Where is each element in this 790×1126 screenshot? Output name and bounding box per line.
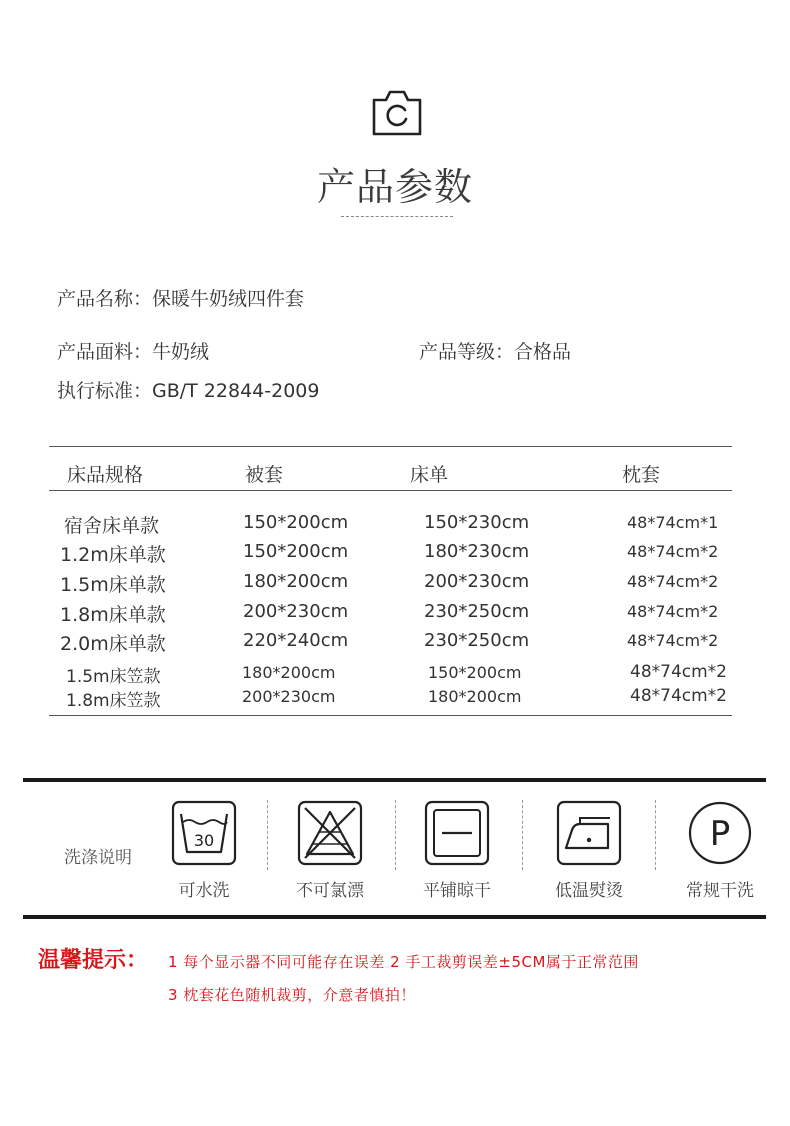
table-cell: 180*230cm [424, 541, 530, 562]
dry-flat-icon [424, 800, 490, 866]
tip-line-2: 3 枕套花色随机裁剪，介意者慎拍！ [168, 986, 416, 1004]
tip-label: 温馨提示： [38, 948, 149, 973]
wash-divider [395, 800, 396, 870]
table-cell: 150*200cm [243, 541, 349, 562]
table-header-rule [49, 490, 732, 491]
table-cell: 宿舍床单款 [64, 515, 160, 537]
table-cell: 150*200cm [243, 512, 349, 533]
table-cell: 48*74cm*2 [630, 686, 727, 706]
table-cell: 1.2m床单款 [60, 544, 166, 566]
product-standard: 执行标准：GB/T 22844-2009 [57, 380, 320, 402]
wash-label-dry-clean: 常规干洗 [686, 881, 754, 901]
tip-line-1: 1 每个显示器不同可能存在误差 2 手工裁剪误差±5CM属于正常范围 [168, 953, 639, 971]
table-cell: 48*74cm*2 [627, 572, 719, 591]
table-cell: 1.5m床单款 [60, 574, 166, 596]
header-sheet: 床单 [410, 464, 449, 486]
product-grade: 产品等级：合格品 [419, 341, 572, 363]
table-cell: 48*74cm*2 [627, 542, 719, 561]
page-title: 产品参数 [316, 165, 473, 209]
table-cell: 200*230cm [424, 571, 530, 592]
wash-label-no-bleach: 不可氯漂 [296, 881, 364, 901]
table-cell: 180*200cm [242, 663, 336, 682]
product-name: 产品名称：保暖牛奶绒四件套 [57, 288, 305, 310]
table-cell: 180*200cm [243, 571, 349, 592]
table-cell: 1.5m床笠款 [66, 667, 161, 687]
table-cell: 220*240cm [243, 630, 349, 651]
dry-clean-p-icon [687, 800, 753, 866]
table-cell: 230*250cm [424, 601, 530, 622]
table-cell: 1.8m床笠款 [66, 691, 161, 711]
wash-label-water: 可水洗 [178, 881, 230, 901]
wash-divider [522, 800, 523, 870]
wash-label-dry-flat: 平铺晾干 [423, 881, 491, 901]
table-top-rule [49, 446, 732, 447]
wash-divider [267, 800, 268, 870]
table-cell: 150*200cm [428, 663, 522, 682]
camera-icon [370, 86, 424, 138]
table-cell: 48*74cm*2 [630, 662, 727, 682]
header-pillowcase: 枕套 [622, 464, 661, 486]
product-material: 产品面料：牛奶绒 [57, 341, 210, 363]
iron-low-icon [556, 800, 622, 866]
no-bleach-icon [297, 800, 363, 866]
wash-divider [655, 800, 656, 870]
header-spec: 床品规格 [67, 464, 144, 486]
table-cell: 48*74cm*1 [627, 513, 719, 532]
table-cell: 180*200cm [428, 687, 522, 706]
table-cell: 150*230cm [424, 512, 530, 533]
dry-clean-letter: P [709, 814, 731, 854]
wash-temp-label: 30 [193, 831, 215, 850]
table-bottom-rule [49, 715, 732, 716]
table-cell: 200*230cm [243, 601, 349, 622]
header-duvet: 被套 [245, 464, 284, 486]
wash-strip-bottom-bar [23, 915, 766, 919]
wash-30-icon [171, 800, 237, 866]
wash-label-iron: 低温熨烫 [555, 881, 623, 901]
table-cell: 1.8m床单款 [60, 604, 166, 626]
table-cell: 200*230cm [242, 687, 336, 706]
table-cell: 2.0m床单款 [60, 633, 166, 655]
washing-label: 洗涤说明 [64, 848, 132, 868]
title-divider [341, 216, 453, 217]
table-cell: 230*250cm [424, 630, 530, 651]
wash-strip-top-bar [23, 778, 766, 782]
table-cell: 48*74cm*2 [627, 631, 719, 650]
table-cell: 48*74cm*2 [627, 602, 719, 621]
